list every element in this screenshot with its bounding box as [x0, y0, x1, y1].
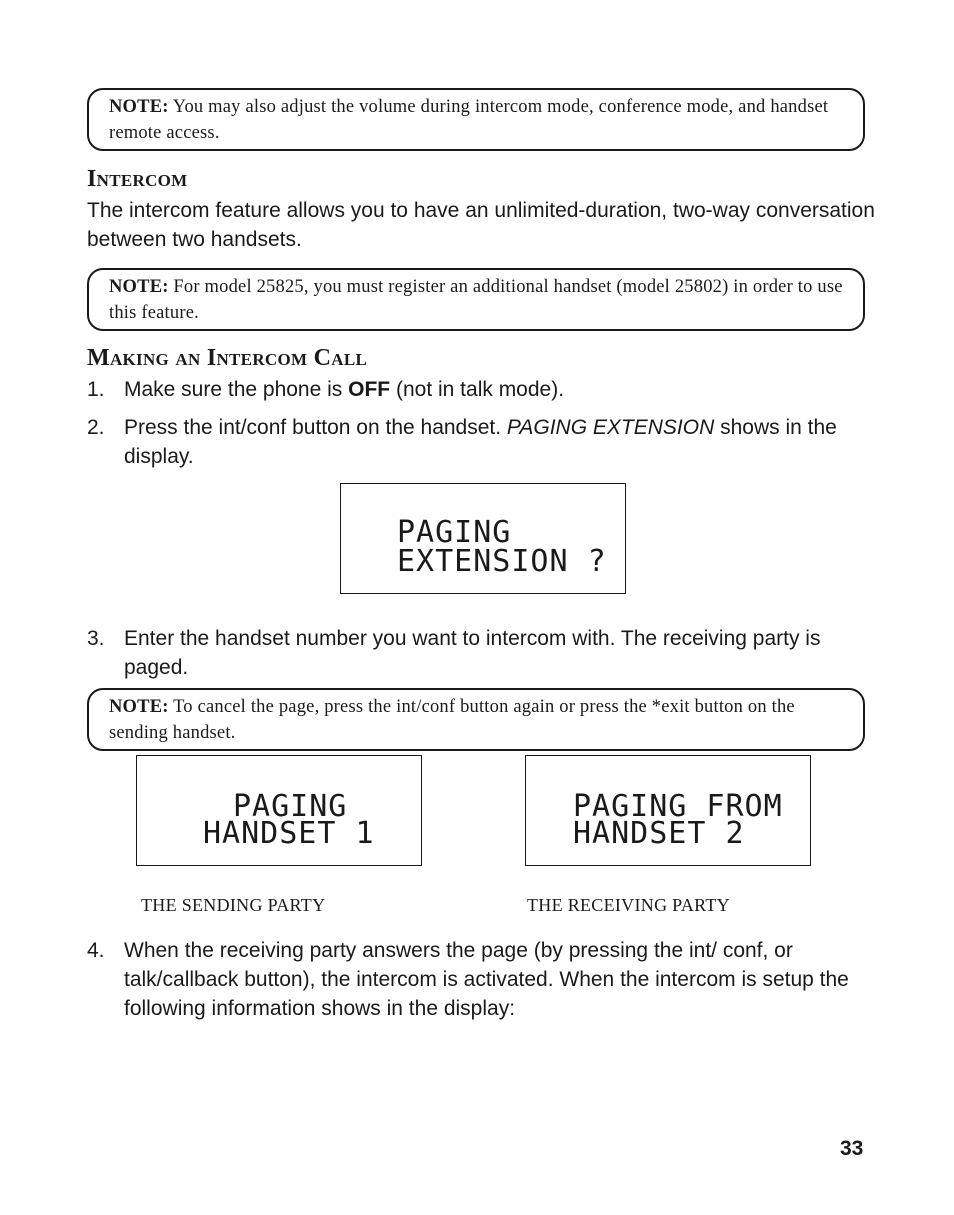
note-cancel — [87, 688, 865, 751]
lcd-line-2: EXTENSION ? — [397, 544, 607, 579]
note-label: NOTE: — [109, 277, 169, 297]
step-2 — [87, 413, 877, 471]
page-number: 33 — [840, 1137, 864, 1160]
caption-sending-party: THE SENDING PARTY — [141, 895, 326, 915]
section-heading-intercom: Intercom — [87, 166, 188, 192]
note-text: For model 25825, you must register an additional handset (model 25802) in order to use this feature. — [109, 277, 843, 323]
intercom-description: The intercom feature allows you to have an unlimited-duration, two-way conversation between two handsets. — [87, 199, 875, 251]
lcd-line-2: HANDSET 1 — [203, 816, 375, 851]
step-text: Press the int/conf button on the handset. PAGING EXTENSION shows in the display. — [124, 416, 837, 468]
step-text: When the receiving party answers the page (by pressing the int/ conf, or talk/callback button), the intercom is activated. When the intercom is setup the following information shows in the display: — [124, 939, 849, 1020]
step-number: 4. — [87, 939, 105, 962]
note-label: NOTE: — [109, 97, 169, 117]
note-volume — [87, 88, 865, 151]
lcd-line-1: PAGING — [397, 515, 512, 550]
lcd-display-sending — [136, 755, 422, 866]
step-number: 1. — [87, 378, 105, 401]
note-model — [87, 268, 865, 331]
lcd-display-paging-extension — [340, 483, 626, 594]
step-number: 2. — [87, 416, 105, 439]
note-label: NOTE: — [109, 697, 169, 717]
step-3 — [87, 624, 877, 682]
step-text: Enter the handset number you want to intercom with. The receiving party is paged. — [124, 627, 821, 679]
lcd-line-1: PAGING — [233, 789, 348, 824]
lcd-line-1: PAGING FROM — [573, 789, 783, 824]
step-1 — [87, 375, 877, 404]
note-text: You may also adjust the volume during intercom mode, conference mode, and handset remote access. — [109, 97, 829, 143]
step-4 — [87, 936, 877, 1023]
section-heading-making-call: Making an Intercom Call — [87, 345, 368, 371]
lcd-line-2: HANDSET 2 — [573, 816, 745, 851]
note-text: To cancel the page, press the int/conf button again or press the *exit button on the sending handset. — [109, 697, 795, 743]
step-number: 3. — [87, 627, 105, 650]
step-text: Make sure the phone is OFF (not in talk mode). — [124, 378, 565, 401]
caption-receiving-party: THE RECEIVING PARTY — [527, 895, 730, 915]
lcd-display-receiving — [525, 755, 811, 866]
